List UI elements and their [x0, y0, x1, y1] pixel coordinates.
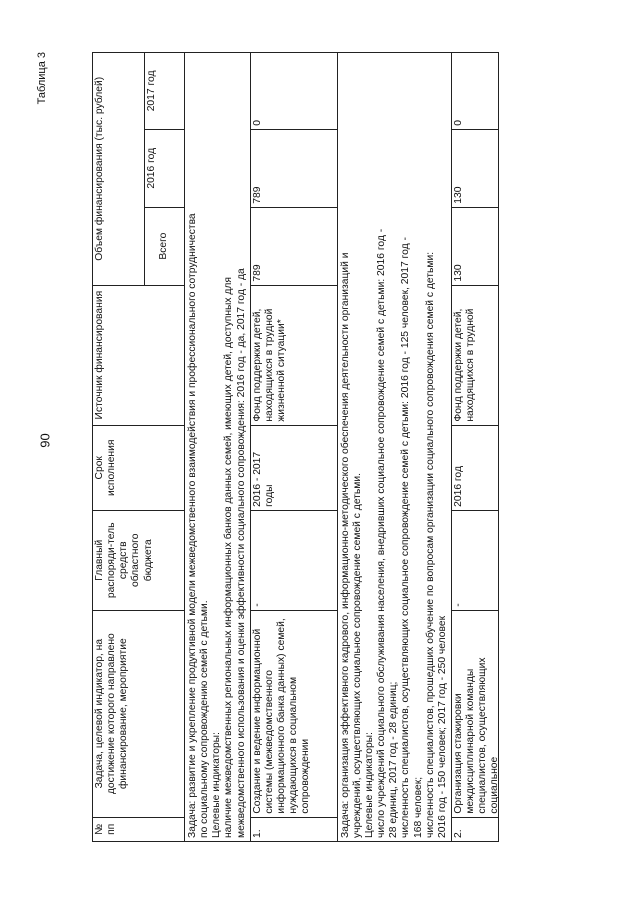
rotated-content: [36, 52, 602, 842]
row-task: Создание и ведение информационной системы (межведомственного информационного банка данных) семей, нуждающихся в социальном сопровождении: [250, 610, 337, 817]
row-administrator: -: [250, 510, 337, 610]
row-task: Организация стажировки междисциплинарной команды специалистов, осуществляющих социальное: [451, 610, 498, 817]
header-task: Задача, целевой индикатор, на достижение которого направлено финансирование, мероприятие: [93, 610, 185, 817]
financing-table: [92, 52, 499, 842]
header-2016: 2016 год: [145, 129, 185, 207]
table-caption: Таблица 3: [36, 52, 48, 105]
row-term: 2016 - 2017 годы: [250, 425, 337, 510]
table-row: [451, 53, 498, 842]
row-source: Фонд поддержки детей, находящихся в трудной жизненной ситуации*: [250, 285, 337, 425]
header-source: Источник финансирования: [93, 285, 185, 425]
row-2016: 130: [451, 129, 498, 207]
page-number: 90: [37, 433, 53, 448]
row-2017: 0: [451, 53, 498, 130]
header-administrator: Главный распоряди-тель средств областного бюджета: [93, 510, 185, 610]
header-2017: 2017 год: [145, 53, 185, 130]
row-number: 2.: [451, 817, 498, 841]
table-row: [250, 53, 337, 842]
header-no: № пп: [93, 817, 185, 841]
header-term: Срок исполнения: [93, 425, 185, 510]
row-2016: 789: [250, 129, 337, 207]
header-volume: Объем финансирования (тыс. рублей): [93, 53, 145, 286]
row-administrator: -: [451, 510, 498, 610]
row-total: 130: [451, 207, 498, 285]
row-term: 2016 год: [451, 425, 498, 510]
row-source: Фонд поддержки детей, находящихся в трудной: [451, 285, 498, 425]
row-number: 1.: [250, 817, 337, 841]
section-2-text: Задача: организация эффективного кадрового, информационно-методического обеспечения деятельности организаций и учреждений, осуществляющих социальное сопровождение семей с детьми. Целевые индикаторы: число учреждений социального обслуживания населения, внедривших социальное сопровождение семей с детьми: 2016 год - 28 единиц, 2017 год - 28 единиц; численность специалистов, осуществляющих социальное сопровождение семей с детьми: 2016 год - 125 человек, 2017 год - 168 человек; численность специалистов, прошедших обучение по вопросам организации социального сопровождения семей с детьми: 2016 год - 150 человек; 2017 год - 250 человек: [337, 53, 451, 842]
header-total: Всего: [145, 207, 185, 285]
row-2017: 0: [250, 53, 337, 130]
section-1-text: Задача: развитие и укрепление продуктивной модели межведомственного взаимодействия и профессионального сотрудничества по социальному сопровождению семей с детьми. Целевые индикаторы: наличие межведомственных региональных информационных банков данных семей, имеющих детей, доступных для межведомственного использования и оценки эффективности социального сопровождения: 2016 год - да, 2017 год - да: [185, 53, 251, 842]
row-total: 789: [250, 207, 337, 285]
